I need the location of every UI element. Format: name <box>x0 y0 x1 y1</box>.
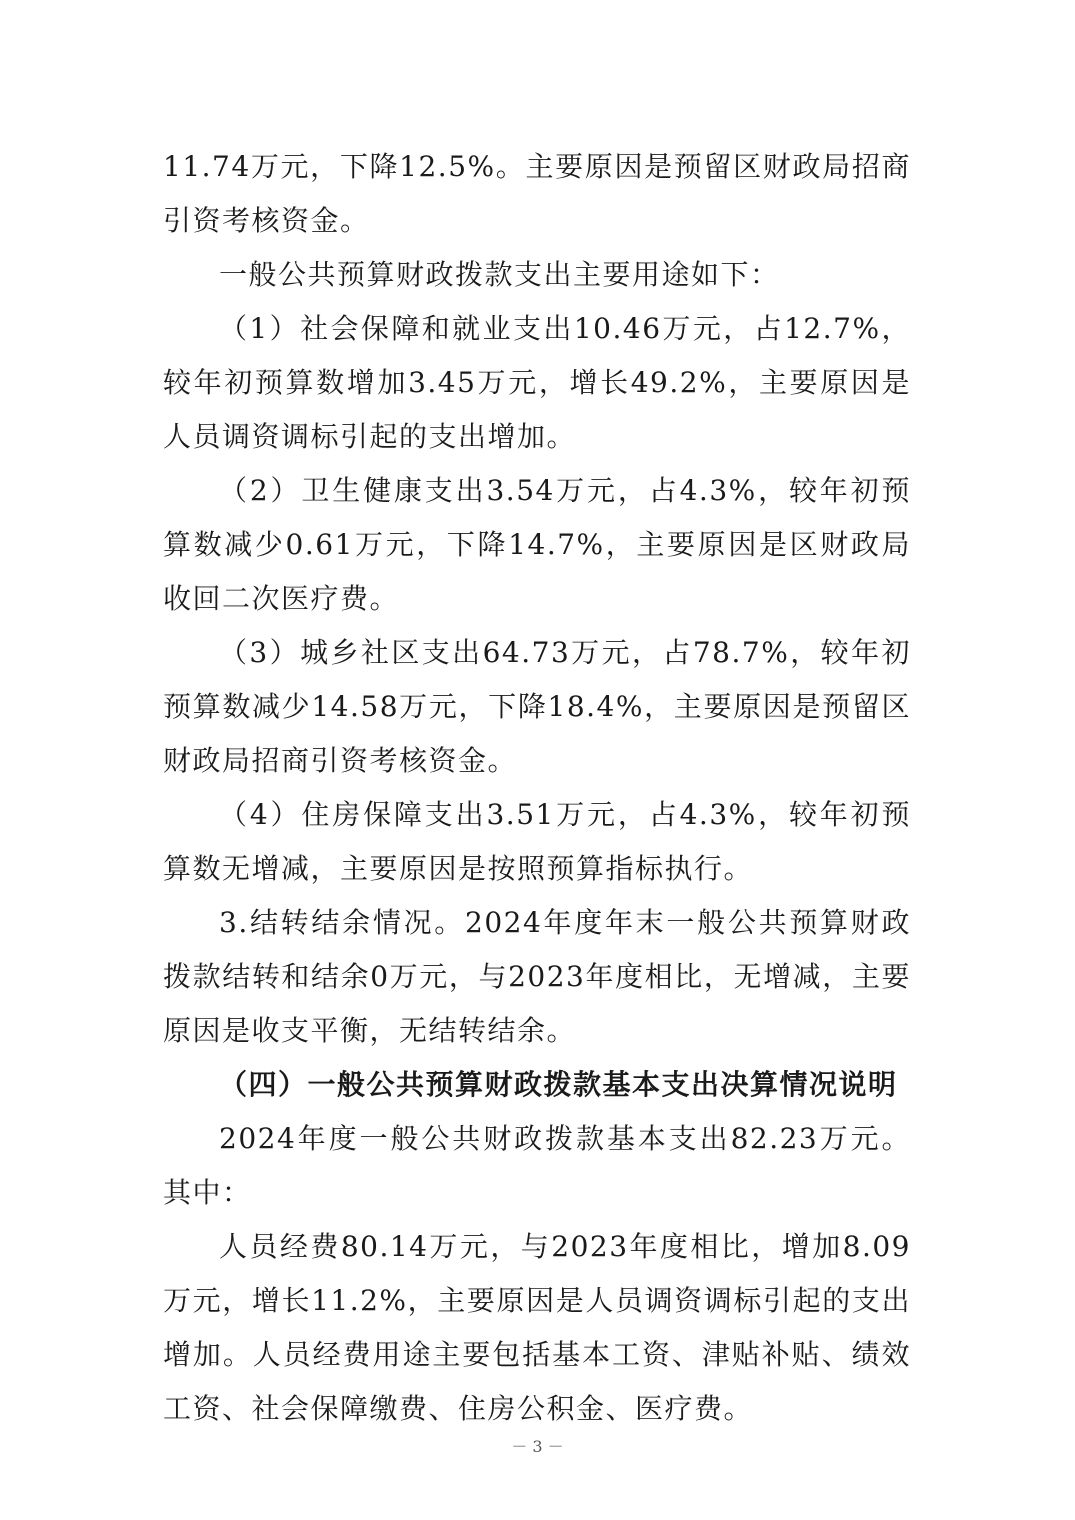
paragraph-personnel: 人员经费80.14万元，与2023年度相比，增加8.09万元，增长11.2%，主要原因是人员调资调标引起的支出增加。人员经费用途主要包括基本工资、津贴补贴、绩效工资、社会保障缴费、住房公积金、医疗费。 <box>163 1230 911 1425</box>
section-heading: （四）一般公共预算财政拨款基本支出决算情况说明 <box>219 1068 898 1101</box>
paragraph-basic-total: 2024年度一般公共财政拨款基本支出82.23万元。其中： <box>163 1122 911 1209</box>
page-number: － 3 － <box>511 1437 564 1456</box>
paragraph-uses-intro: 一般公共预算财政拨款支出主要用途如下： <box>219 258 780 291</box>
paragraph-item-housing: （4）住房保障支出3.51万元，占4.3%，较年初预算数无增减，主要原因是按照预算指标执行。 <box>163 798 911 885</box>
paragraph-item-social-security: （1）社会保障和就业支出10.46万元，占12.7%，较年初预算数增加3.45万元，增长49.2%，主要原因是人员调资调标引起的支出增加。 <box>163 312 911 453</box>
paragraph-continuation: 11.74万元，下降12.5%。主要原因是预留区财政局招商引资考核资金。 <box>163 150 911 237</box>
paragraph-item-urban-rural: （3）城乡社区支出64.73万元，占78.7%，较年初预算数减少14.58万元，下降18.4%，主要原因是预留区财政局招商引资考核资金。 <box>163 636 911 777</box>
document-body <box>163 140 911 1436</box>
paragraph-carryover: 3.结转结余情况。2024年度年末一般公共预算财政拨款结转和结余0万元，与2023年度相比，无增减，主要原因是收支平衡，无结转结余。 <box>163 906 911 1047</box>
paragraph-item-health: （2）卫生健康支出3.54万元，占4.3%，较年初预算数减少0.61万元，下降14.7%，主要原因是区财政局收回二次医疗费。 <box>163 474 911 615</box>
